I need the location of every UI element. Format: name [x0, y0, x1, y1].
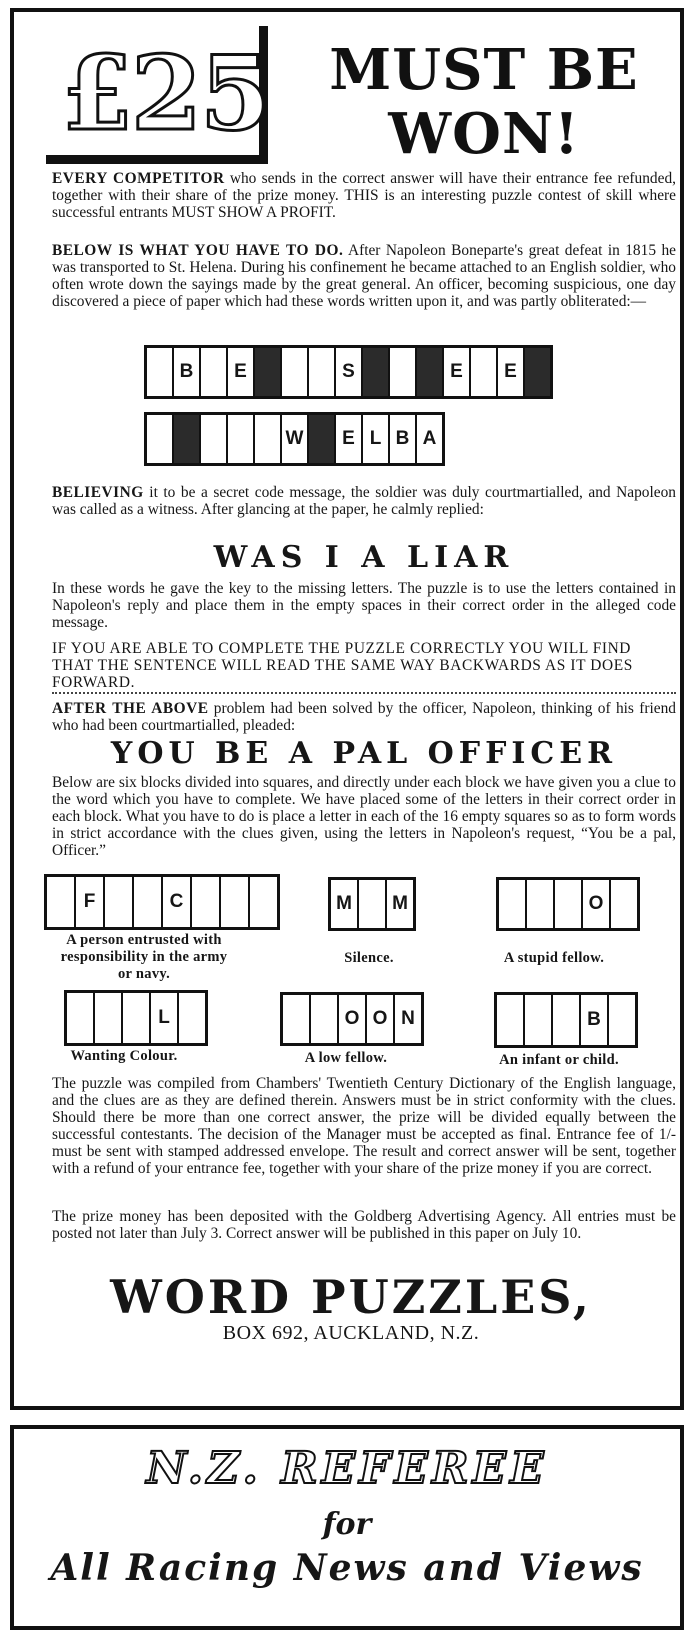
code-empty-cell — [309, 348, 336, 396]
block-letter-cell: M — [392, 893, 408, 914]
puzzle-block-2 — [328, 877, 416, 931]
instructions-text: After Napoleon Boneparte's great defeat in 1815 he was transported to St. Helena. During his confinement he became attached to an English soldier, who often wrote down the sayings made by the great general. An officer, becoming suspicious, one day discovered a piece of paper which had these words written upon it, and was partly obliterated:— — [52, 242, 676, 310]
block-empty-cell — [609, 995, 635, 1045]
block-letter-cell: O — [367, 995, 395, 1043]
block-empty-cell — [47, 877, 76, 927]
code-empty-cell — [282, 348, 309, 396]
believing-paragraph — [52, 484, 676, 518]
block-empty-cell — [221, 877, 250, 927]
clue-6: An infant or child. — [499, 1052, 619, 1068]
block-empty-cell — [192, 877, 221, 927]
block-letter-cell: F — [76, 877, 105, 927]
puzzle-block-5 — [280, 992, 424, 1046]
rules-paragraph: The puzzle was compiled from Chambers' Twentieth Century Dictionary of the English language, and the clues are as they are defined therein. Answers must be in strict conformity with the clues. Should there be more than one correct answer, the prize will be divided equally between the successful contestants. The decision of the Manager must be accepted as final. Entrance fee of 1/- must be sent with stamped addressed envelope. The result and correct answer will be sent, together with a refund of your entrance fee, together with your share of the prize money if you are correct. — [52, 1075, 676, 1177]
believing-text: it to be a secret code message, the soldier was duly courtmartialled, and Napoleon was called as a witness. After glancing at the paper, he calmly replied: — [52, 484, 676, 518]
code-letter-cell: B — [174, 348, 201, 396]
block-empty-cell — [527, 880, 555, 928]
block-empty-cell — [553, 995, 581, 1045]
code-obliterated-cell — [255, 348, 282, 396]
code-empty-cell — [255, 415, 282, 463]
prize-amount: £25 — [62, 34, 269, 154]
puzzle-advertisement — [10, 8, 684, 1410]
code-obliterated-cell — [363, 348, 390, 396]
referee-title: N.Z. REFEREE — [146, 1443, 548, 1494]
block-empty-cell — [123, 993, 151, 1043]
napoleon-plea: YOU BE A PAL OFFICER — [110, 736, 618, 771]
puzzle-block-3 — [496, 877, 640, 931]
code-letter-cell: B — [390, 415, 417, 463]
code-letter-cell: A — [422, 428, 437, 449]
puzzle-block-6 — [494, 992, 638, 1048]
code-obliterated-cell — [174, 415, 201, 463]
code-letter-cell: E — [498, 348, 525, 396]
block-letter-cell: M — [331, 880, 359, 928]
block-letter-cell: B — [581, 995, 609, 1045]
block-empty-cell — [555, 880, 583, 928]
code-letter-cell: E — [444, 348, 471, 396]
deposit-paragraph: The prize money has been deposited with the Goldberg Advertising Agency. All entries must be posted not later than July 3. Correct answer will be published in this paper on July 10. — [52, 1208, 676, 1242]
block-empty-cell — [179, 993, 205, 1043]
block-letter-cell: O — [583, 880, 611, 928]
code-message-row-1 — [144, 345, 553, 399]
block-empty-cell — [499, 880, 527, 928]
advertiser-name: WORD PUZZLES, — [110, 1270, 592, 1324]
block-empty-cell — [95, 993, 123, 1043]
headline-line-1: MUST BE — [329, 37, 639, 103]
block-letter-cell: O — [339, 995, 367, 1043]
blocks-paragraph: Below are six blocks divided into squares, and directly under each block we have given you a clue to the word which you have to complete. We have placed some of the letters in their correct order in each block. What you have to do is place a letter in each of the 16 empty squares so as to form words in strict accordance with the clues given, using the letters in Napoleon's request, “You be a pal, Officer.” — [52, 774, 676, 859]
code-obliterated-cell — [525, 348, 550, 396]
referee-advertisement — [10, 1425, 684, 1630]
dotted-divider — [52, 692, 676, 694]
code-empty-cell — [228, 415, 255, 463]
advertiser-address: BOX 692, AUCKLAND, N.Z. — [222, 1322, 480, 1344]
napoleon-reply: WAS I A LIAR — [213, 540, 515, 575]
block-empty-cell — [105, 877, 134, 927]
block-empty-cell — [250, 877, 277, 927]
code-empty-cell — [147, 415, 174, 463]
believing-lead: BELIEVING — [52, 484, 144, 501]
puzzle-block-4 — [64, 990, 208, 1046]
code-letter-cell: E — [228, 348, 255, 396]
block-letter-cell: C — [163, 877, 192, 927]
after-paragraph — [52, 700, 676, 734]
instructions-lead: BELOW IS WHAT YOU HAVE TO DO. — [52, 242, 344, 259]
clue-3: A stupid fellow. — [503, 950, 605, 966]
prize-box — [46, 26, 268, 164]
block-empty-cell — [67, 993, 95, 1043]
palindrome-note: IF YOU ARE ABLE TO COMPLETE THE PUZZLE CORRECTLY YOU WILL FIND THAT THE SENTENCE WILL READ THE SAME WAY BACKWARDS AS IT DOES FORWARD. — [52, 640, 633, 691]
intro-lead: EVERY COMPETITOR — [52, 170, 225, 187]
referee-for: for — [322, 1507, 372, 1542]
code-letter-cell: E — [336, 415, 363, 463]
clue-5: A low fellow. — [304, 1050, 388, 1066]
code-empty-cell — [147, 348, 174, 396]
code-obliterated-cell — [417, 348, 444, 396]
block-empty-cell — [134, 877, 163, 927]
instructions-paragraph — [52, 242, 676, 310]
referee-tagline: All Racing News and Views — [50, 1547, 644, 1589]
clue-2: Silence. — [344, 950, 394, 966]
code-empty-cell — [201, 415, 228, 463]
clue-1: A person entrusted with responsibility in the army or navy. — [60, 932, 228, 982]
block-letter-cell: N — [401, 1008, 415, 1029]
intro-text: who sends in the correct answer will have their entrance fee refunded, together with their share of the prize money. THIS is an interesting puzzle contest of skill where successful entrants MUST SHOW A PROFIT. — [52, 170, 676, 221]
code-letter-cell: L — [363, 415, 390, 463]
code-obliterated-cell — [309, 415, 336, 463]
block-empty-cell — [359, 880, 387, 928]
code-empty-cell — [390, 348, 417, 396]
code-empty-cell — [471, 348, 498, 396]
key-paragraph: In these words he gave the key to the missing letters. The puzzle is to use the letters contained in Napoleon's reply and place them in the empty spaces in their correct order in the alleged code message. — [52, 580, 676, 631]
puzzle-block-1 — [44, 874, 280, 930]
intro-paragraph — [52, 170, 676, 221]
block-letter-cell: L — [151, 993, 179, 1043]
headline-line-2: WON! — [388, 101, 580, 167]
after-lead: AFTER THE ABOVE — [52, 700, 209, 717]
block-empty-cell — [497, 995, 525, 1045]
clue-4: Wanting Colour. — [70, 1048, 178, 1064]
code-message-row-2 — [144, 412, 445, 466]
block-empty-cell — [525, 995, 553, 1045]
block-empty-cell — [311, 995, 339, 1043]
code-letter-cell: S — [336, 348, 363, 396]
code-letter-cell: W — [282, 415, 309, 463]
code-empty-cell — [201, 348, 228, 396]
block-empty-cell — [611, 880, 637, 928]
after-text: problem had been solved by the officer, Napoleon, thinking of his friend who had been courtmartialled, pleaded: — [52, 700, 677, 734]
block-empty-cell — [283, 995, 311, 1043]
